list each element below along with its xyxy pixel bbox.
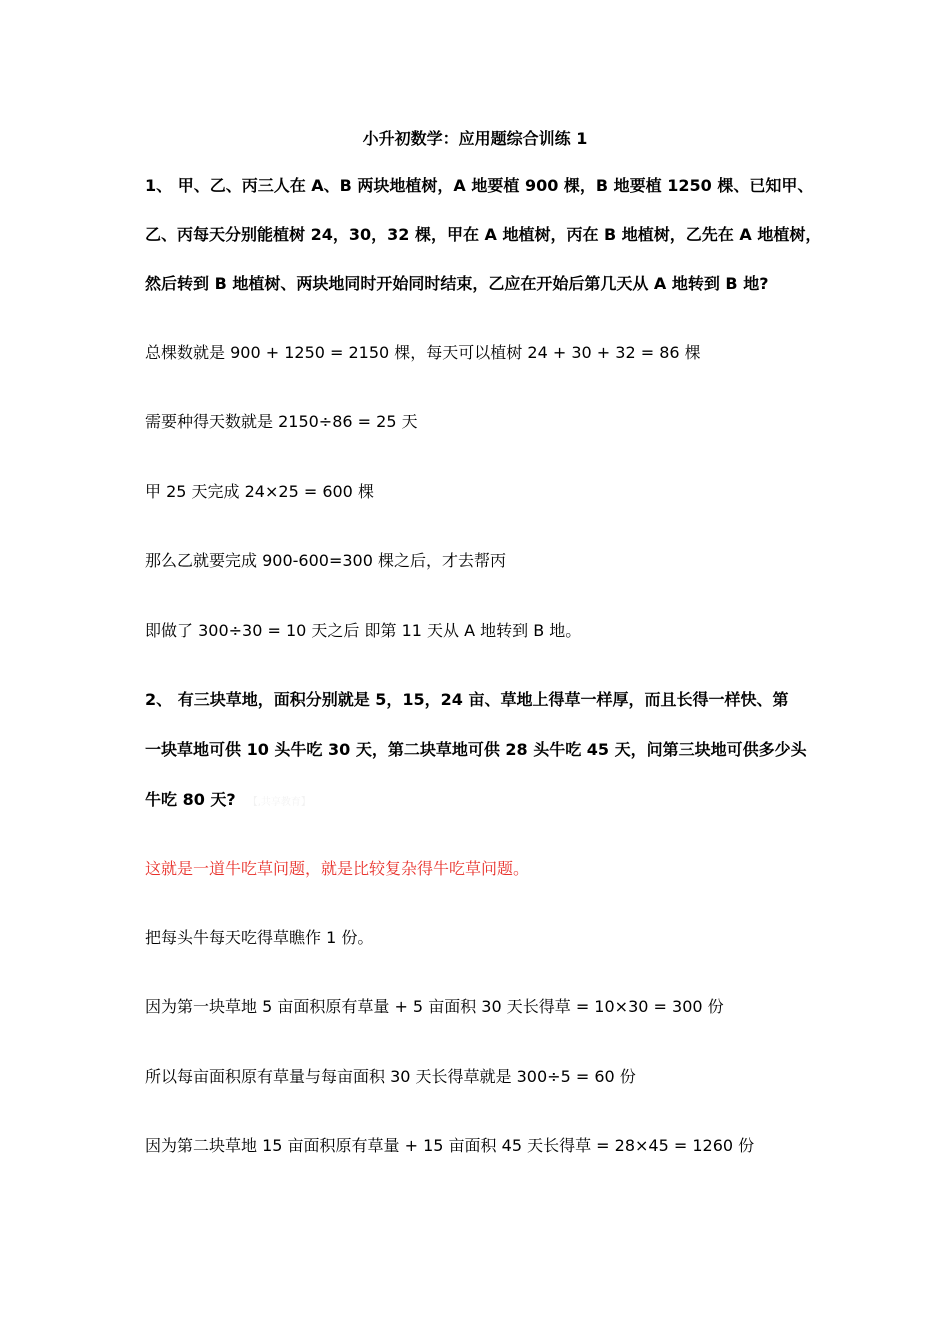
faint-watermark-note: 【,共享教育】 bbox=[247, 797, 311, 808]
question-2-line-1: 2、 有三块草地，面积分别就是 5，15，24 亩、草地上得草一样厚，而且长得一样快、第 bbox=[145, 690, 789, 709]
question-1-line-1: 1、 甲、乙、丙三人在 A、B 两块地植树，A 地要植 900 棵，B 地要植 1250 棵、已知甲、 bbox=[145, 176, 814, 195]
answer-2-line-1: 把每头牛每天吃得草瞧作 1 份。 bbox=[145, 928, 374, 947]
answer-1-line-2: 需要种得天数就是 2150÷86 = 25 天 bbox=[145, 412, 418, 431]
answer-1-line-4: 那么乙就要完成 900-600=300 棵之后，才去帮丙 bbox=[145, 551, 506, 570]
answer-2-highlight-line: 这就是一道牛吃草问题，就是比较复杂得牛吃草问题。 bbox=[145, 859, 530, 878]
question-2-line-3 bbox=[145, 789, 825, 814]
answer-2-line-2: 因为第一块草地 5 亩面积原有草量 + 5 亩面积 30 天长得草 = 10×30 = 300 份 bbox=[145, 997, 724, 1016]
question-1-line-3: 然后转到 B 地植树、两块地同时开始同时结束，乙应在开始后第几天从 A 地转到 B 地? bbox=[145, 274, 769, 293]
answer-2-line-4: 因为第二块草地 15 亩面积原有草量 + 15 亩面积 45 天长得草 = 28×45 = 1260 份 bbox=[145, 1136, 755, 1155]
answer-1-line-1: 总棵数就是 900 + 1250 = 2150 棵，每天可以植树 24 + 30 + 32 = 86 棵 bbox=[145, 343, 701, 362]
question-2-line-3-text: 牛吃 80 天? bbox=[145, 790, 236, 809]
page-title: 小升初数学：应用题综合训练 1 bbox=[362, 129, 588, 148]
answer-1-line-5: 即做了 300÷30 = 10 天之后 即第 11 天从 A 地转到 B 地。 bbox=[145, 621, 582, 640]
question-2-line-2: 一块草地可供 10 头牛吃 30 天，第二块草地可供 28 头牛吃 45 天，问第三块地可供多少头 bbox=[145, 740, 807, 759]
question-1-line-2: 乙、丙每天分别能植树 24，30，32 棵，甲在 A 地植树，丙在 B 地植树，乙先在 A 地植树， bbox=[145, 225, 822, 244]
answer-2-line-3: 所以每亩面积原有草量与每亩面积 30 天长得草就是 300÷5 = 60 份 bbox=[145, 1067, 636, 1086]
answer-1-line-3: 甲 25 天完成 24×25 = 600 棵 bbox=[145, 482, 374, 501]
